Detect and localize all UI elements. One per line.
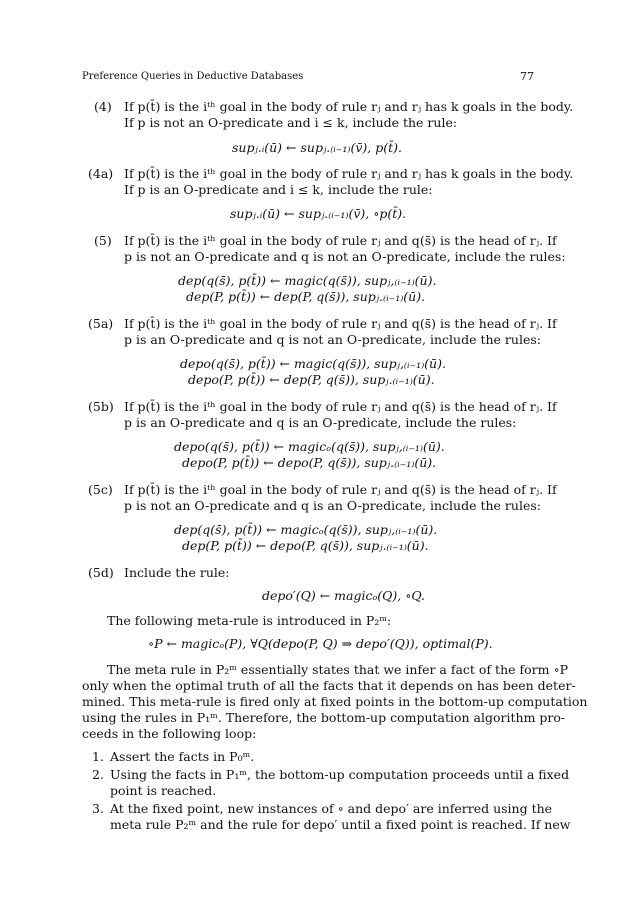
rule-formula: dep(q(s̄), p(t̄)) ← magic(q(s̄)), supⱼ,₍ᵢ₋₁₎(ū).: [178, 273, 437, 288]
step-text: meta rule P₂ᵐ and the rule for depo′ until a fixed point is reached. If new: [110, 817, 571, 832]
paragraph-line: mined. This meta-rule is fired only at fixed points in the bottom-up computation: [82, 694, 588, 709]
rule-formula: dep(q(s̄), p(t̄)) ← magicₒ(q(s̄)), supⱼ,₍ᵢ₋₁₎(ū).: [174, 522, 438, 537]
rule-label: (5b): [88, 399, 114, 414]
rule-text-line: If p(t̄) is the iᵗʰ goal in the body of rule rⱼ and rⱼ has k goals in the body.: [124, 166, 574, 181]
rule-text-line: If p(t̄) is the iᵗʰ goal in the body of rule rⱼ and q(s̄) is the head of rⱼ. If: [124, 399, 557, 414]
rule-text-line: If p(t̄) is the iᵗʰ goal in the body of rule rⱼ and q(s̄) is the head of rⱼ. If: [124, 482, 557, 497]
step-number: 3.: [92, 801, 104, 816]
step-text: At the fixed point, new instances of ∘ and depo′ are inferred using the: [110, 801, 553, 816]
step-text: Assert the facts in P₀ᵐ.: [110, 749, 255, 764]
rule-formula: depo(P, p(t̄)) ← depo(P, q(s̄)), supⱼ.₍ᵢ₋₁₎(ū).: [182, 455, 437, 470]
rule-formula: depo(q(s̄), p(t̄)) ← magic(q(s̄)), supⱼ,₍ᵢ₋₁₎(ū).: [180, 356, 446, 371]
rule-text-line: If p is not an O-predicate and i ≤ k, include the rule:: [124, 115, 458, 130]
step-text: point is reached.: [110, 783, 217, 798]
step-text: Using the facts in P₁ᵐ, the bottom-up computation proceeds until a fixed: [110, 767, 570, 782]
paragraph-line: only when the optimal truth of all the facts that it depends on has been deter-: [82, 678, 576, 693]
rule-label: (5d): [88, 565, 114, 580]
step-number: 2.: [92, 767, 104, 782]
page-number: 77: [520, 70, 534, 83]
meta-rule-intro: The following meta-rule is introduced in P₂ᵐ:: [107, 613, 392, 628]
rule-label: (5c): [88, 482, 113, 497]
step-number: 1.: [92, 749, 104, 764]
rule-text-line: Include the rule:: [124, 565, 230, 580]
rule-text-line: p is an O-predicate and q is an O-predicate, include the rules:: [124, 415, 517, 430]
rule-formula: supⱼ.ᵢ(ū) ← supⱼ.₍ᵢ₋₁₎(v̄), p(t̄).: [232, 140, 403, 155]
rule-text-line: p is an O-predicate and q is not an O-predicate, include the rules:: [124, 332, 541, 347]
rule-text-line: p is not an O-predicate and q is an O-predicate, include the rules:: [124, 498, 541, 513]
paragraph-line: ceeds in the following loop:: [82, 726, 257, 741]
paragraph-line: The meta rule in P₂ᵐ essentially states that we infer a fact of the form ∘P: [107, 662, 568, 677]
rule-text-line: If p(t̄) is the iᵗʰ goal in the body of rule rⱼ and rⱼ has k goals in the body.: [124, 99, 574, 114]
rule-label: (5a): [88, 316, 114, 331]
rule-text-line: p is not an O-predicate and q is not an O-predicate, include the rules:: [124, 249, 566, 264]
rule-formula: depo(P, p(t̄)) ← dep(P, q(s̄)), supⱼ.₍ᵢ₋₁₎(ū).: [188, 372, 435, 387]
running-header: Preference Queries in Deductive Databases: [82, 71, 304, 82]
rule-formula: depo′(Q) ← magicₒ(Q), ∘Q.: [262, 588, 425, 603]
rule-formula: dep(P, p(t̄)) ← depo(P, q(s̄)), supⱼ.₍ᵢ₋₁₎(ū).: [182, 538, 429, 553]
rule-text-line: If p is an O-predicate and i ≤ k, include the rule:: [124, 182, 433, 197]
rule-label: (4a): [88, 166, 114, 181]
rule-formula: supⱼ.ᵢ(ū) ← supⱼ.₍ᵢ₋₁₎(v̄), ∘p(t̄).: [230, 206, 407, 221]
rule-formula: depo(q(s̄), p(t̄)) ← magicₒ(q(s̄)), supⱼ,₍ᵢ₋₁₎(ū).: [174, 439, 445, 454]
meta-rule-formula: ∘P ← magicₒ(P), ∀Q(depo(P, Q) ⇒ depo′(Q)), optimal(P).: [148, 636, 493, 651]
rule-label: (4): [94, 99, 112, 114]
rule-label: (5): [94, 233, 112, 248]
rule-text-line: If p(t̄) is the iᵗʰ goal in the body of rule rⱼ and q(s̄) is the head of rⱼ. If: [124, 316, 557, 331]
paragraph-line: using the rules in P₁ᵐ. Therefore, the bottom-up computation algorithm pro-: [82, 710, 566, 725]
rule-formula: dep(P, p(t̄)) ← dep(P, q(s̄)), supⱼ.₍ᵢ₋₁₎(ū).: [186, 289, 426, 304]
rule-text-line: If p(t̄) is the iᵗʰ goal in the body of rule rⱼ and q(s̄) is the head of rⱼ. If: [124, 233, 557, 248]
